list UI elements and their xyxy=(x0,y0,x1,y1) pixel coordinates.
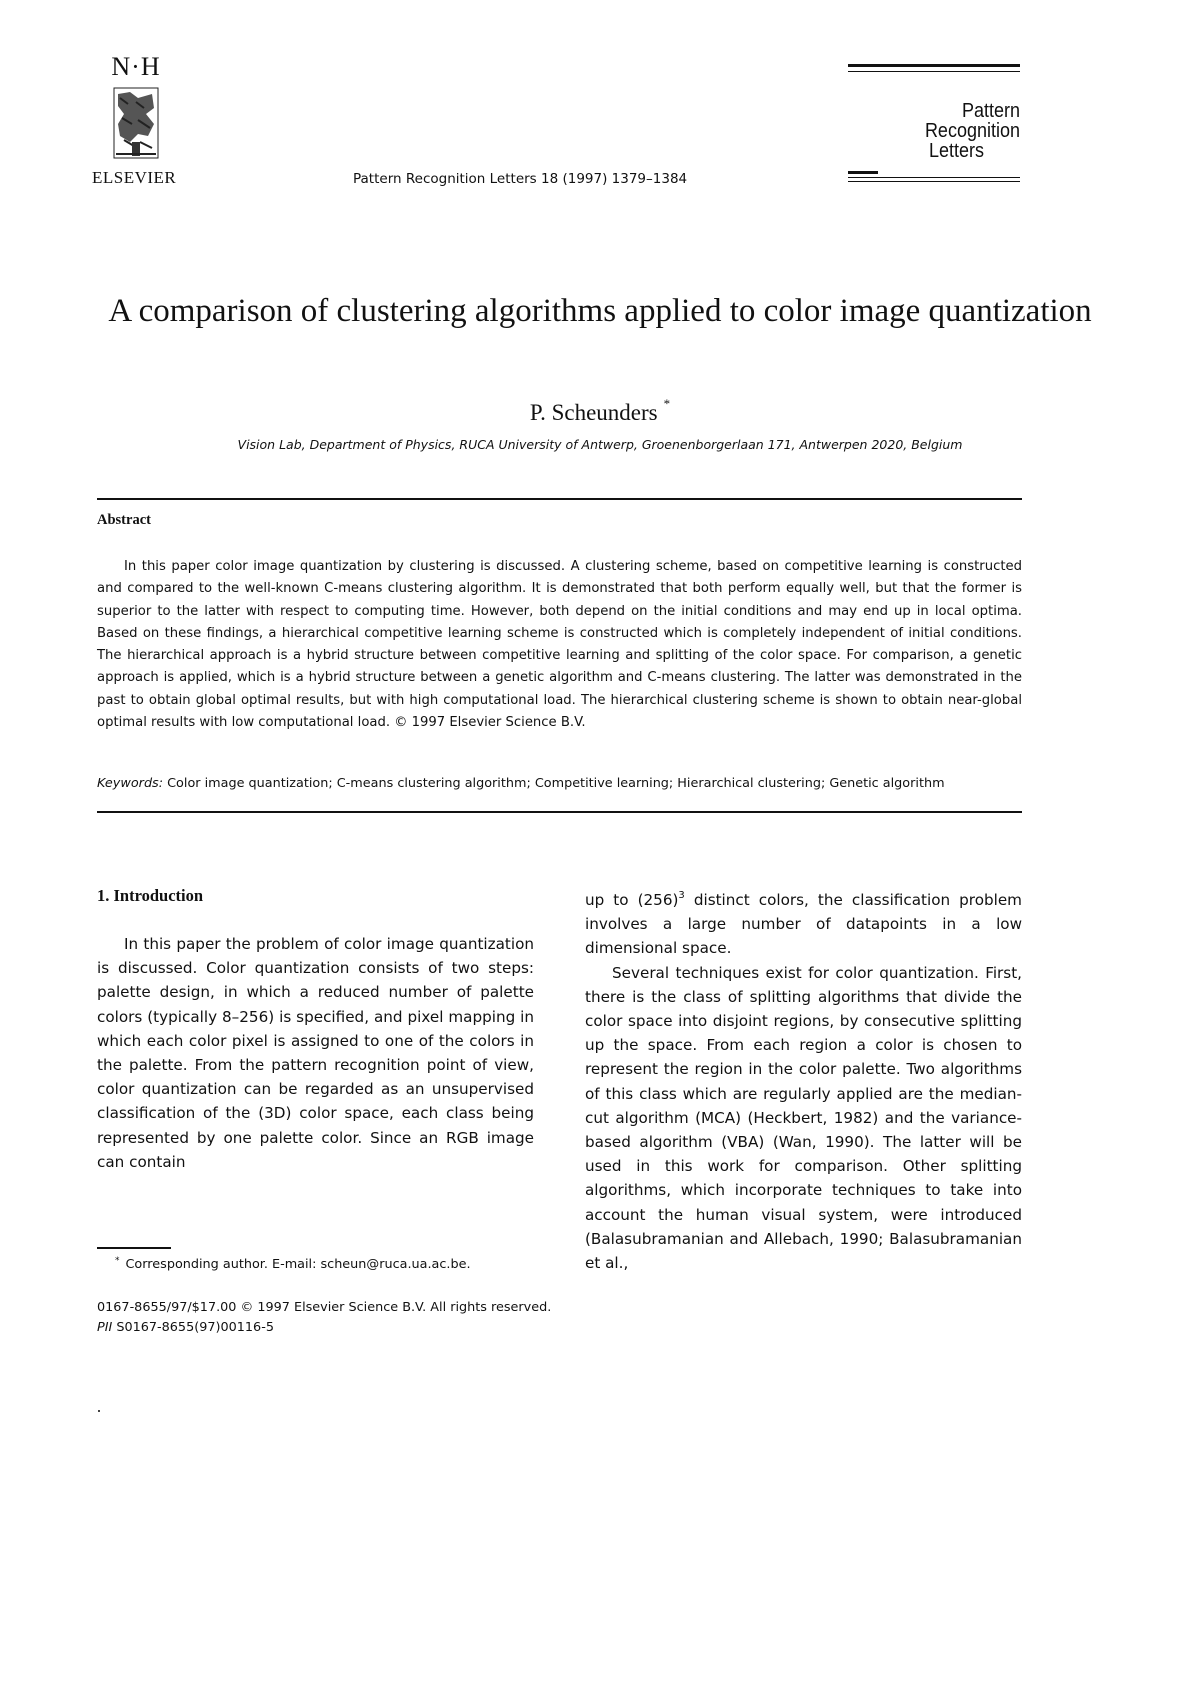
left-column xyxy=(97,932,534,1174)
publisher-name: ELSEVIER xyxy=(92,168,177,187)
author-footnote-mark: * xyxy=(663,396,671,411)
journal-rule-bottom xyxy=(848,171,1020,182)
right-p1-after: distinct colors, the classification problem involves a large number of datapoints in a low dimensional space. xyxy=(585,891,1022,958)
keywords-label: Keywords: xyxy=(97,776,164,791)
affiliation: Vision Lab, Department of Physics, RUCA University of Antwerp, Groenenborgerlaan 171, Antwerpen 2020, Belgium xyxy=(237,437,963,452)
stray-mark xyxy=(98,1410,100,1412)
footnote-text: Corresponding author. E-mail: scheun@ruca.ua.ac.be. xyxy=(125,1257,471,1272)
abstract-body: In this paper color image quantization by clustering is discussed. A clustering scheme, based on competitive learning is constructed and compared to the well-known C-means clustering algorithm. It is demonstrated that both perform equally well, but that the former is superior to the latter with respect to computing time. However, both depend on the initial conditions and may end up in local optima. Based on these findings, a hierarchical competitive learning scheme is constructed which is completely independent of initial conditions. The hierarchical approach is a hybrid structure between competitive learning and splitting of the color space. For comparison, a genetic approach is applied, which is a hybrid structure between a genetic algorithm and C-means clustering. The latter was demonstrated in the past to obtain global optimal results, but with high computational load. The hierarchical clustering scheme is shown to obtain near-global optimal results with low computational load. © 1997 Elsevier Science B.V. xyxy=(97,559,1022,731)
elsevier-tree-icon xyxy=(108,84,164,164)
footnote-rule xyxy=(97,1247,171,1249)
journal-name-line2: Letters xyxy=(928,140,984,162)
divider-top xyxy=(97,498,1022,500)
right-p1-before: up to (256) xyxy=(585,891,679,909)
journal-citation: Pattern Recognition Letters 18 (1997) 1379–1384 xyxy=(353,171,688,187)
author-name: P. Scheunders xyxy=(529,400,658,425)
right-paragraph-1 xyxy=(585,884,1022,961)
keywords xyxy=(97,776,1022,791)
pii-value: S0167-8655(97)00116-5 xyxy=(116,1320,274,1335)
right-paragraph-2: Several techniques exist for color quantization. First, there is the class of splitting algorithms that divide the color space into disjoint regions, by consecutive splitting up the space. From each region a color is chosen to represent the region in the color palette. Two algorithms of this class which are regularly applied are the median-cut algorithm (MCA) (Heckbert, 1982) and the variance-based algorithm (VBA) (Wan, 1990). The latter will be used in this work for comparison. Other splitting algorithms, which incorporate techniques to take into account the human visual system, were introduced (Balasubramanian and Allebach, 1990; Balasubramanian et al., xyxy=(585,963,1022,1273)
intro-paragraph: In this paper the problem of color image quantization is discussed. Color quantization consists of two steps: palette design, in which a reduced number of palette colors (typically 8–256) is specified, and pixel mapping in which each color pixel is assigned to one of the colors in the palette. From the pattern recognition point of view, color quantization can be regarded as an unsupervised classification of the (3D) color space, each class being represented by one palette color. Since an RGB image can contain xyxy=(97,935,534,1171)
paper-title: A comparison of clustering algorithms applied to color image quantization xyxy=(108,293,1092,329)
footnote-mark: * xyxy=(115,1256,120,1266)
right-column xyxy=(585,884,1022,1275)
divider-bottom xyxy=(97,811,1022,813)
superscript: 3 xyxy=(678,890,685,901)
journal-name-line1: Pattern Recognition xyxy=(924,100,1020,142)
pii-line xyxy=(97,1318,551,1338)
copyright-block xyxy=(97,1298,551,1338)
journal-rule-top xyxy=(848,64,1020,72)
publisher-logo xyxy=(96,52,176,164)
author xyxy=(100,396,1100,426)
footnote xyxy=(97,1256,471,1272)
logo-text: N·H xyxy=(111,52,161,81)
journal-name xyxy=(865,101,1020,161)
copyright-line: 0167-8655/97/$17.00 © 1997 Elsevier Science B.V. All rights reserved. xyxy=(97,1300,552,1315)
keywords-text: Color image quantization; C-means clustering algorithm; Competitive learning; Hierarchical clustering; Genetic algorithm xyxy=(167,776,945,791)
abstract-heading: Abstract xyxy=(97,512,151,528)
pii-label: PII xyxy=(97,1320,113,1335)
section-heading: 1. Introduction xyxy=(97,886,204,905)
